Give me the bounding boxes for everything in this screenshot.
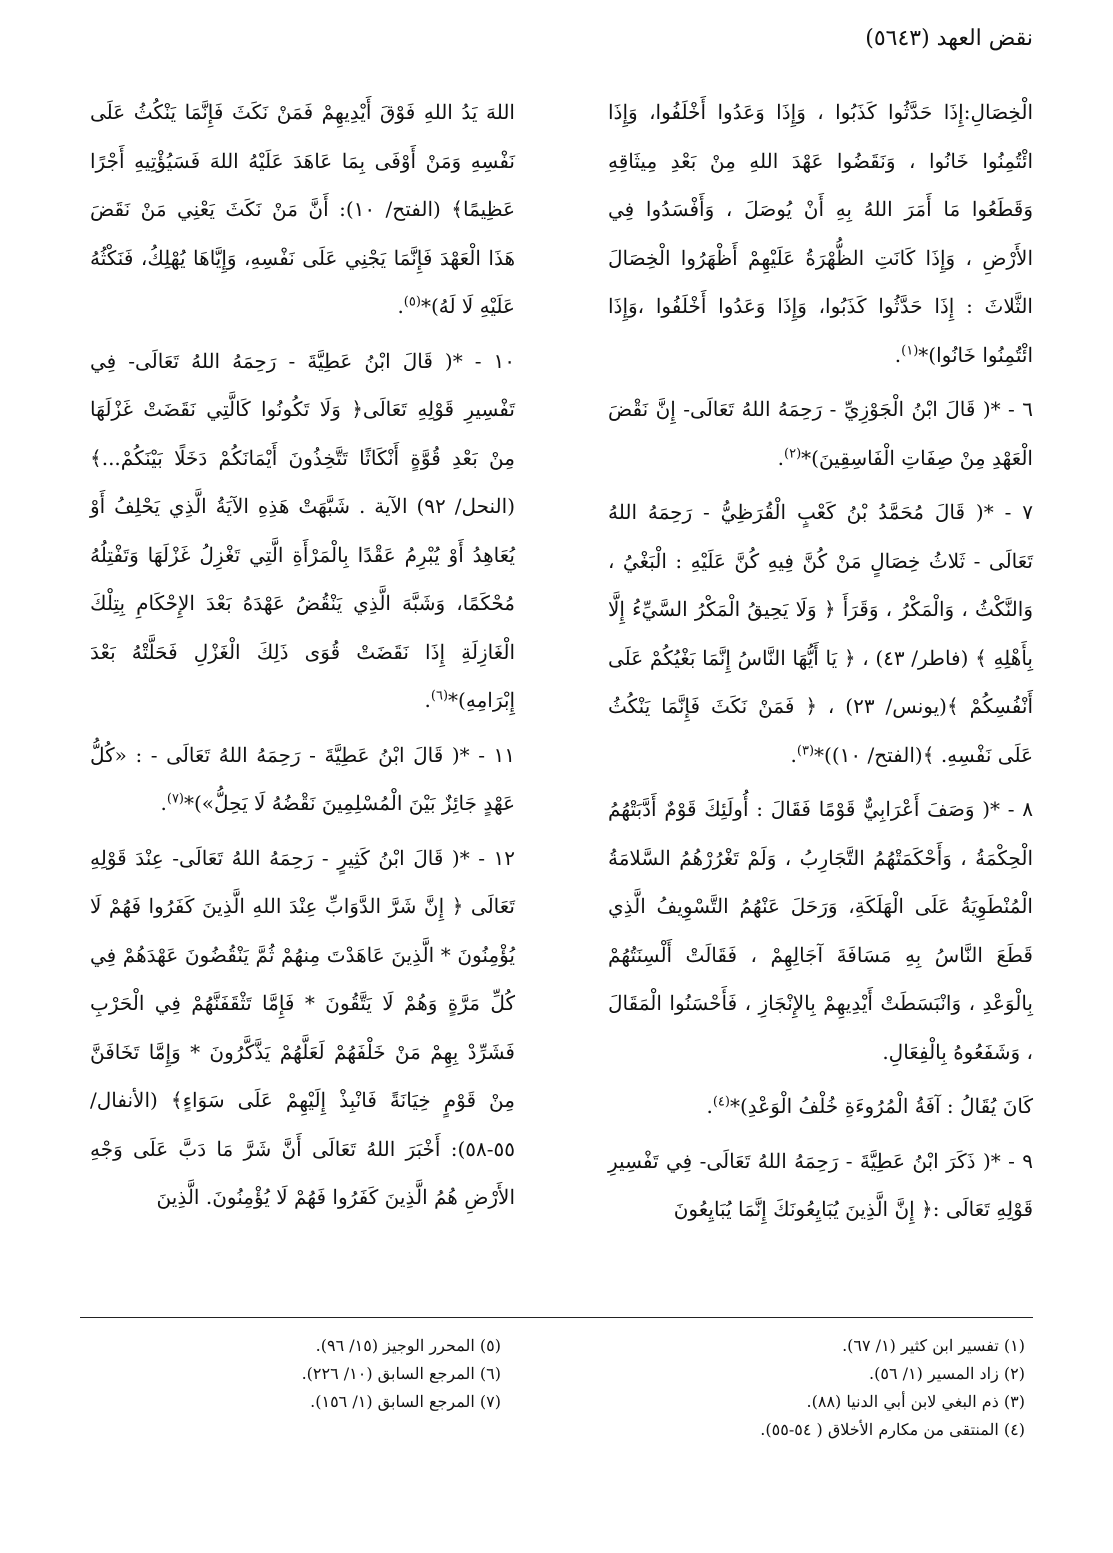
footnote-ref: (٣) [796, 742, 815, 758]
paragraph: ٧ - *( قَالَ مُحَمَّدُ بْنُ كَعْبٍ الْقُرَظِيُّ - رَحِمَهُ اللهُ تَعَالَى - ثَلاثُ خِصَالٍ مَنْ كُنَّ فِيهِ كُنَّ عَلَيْهِ : الْبَغْيُ ، وَالنَّكْثُ ، وَالْمَكْرُ ، وَقَرَأَ ﴿ وَلَا يَحِيقُ الْمَكْرُ السَّيِّءُ إِلَّا بِأَهْلِهِ ﴾ (فاطر/ ٤٣) ، ﴿ يَا أَيُّهَا النَّاسُ إِنَّمَا بَغْيُكُمْ عَلَى أَنْفُسِكُمْ ﴾(يونس/ ٢٣) ، ﴿ فَمَنْ نَكَثَ فَإِنَّمَا يَنْكُثُ عَلَى نَفْسِهِ. ﴾(الفتح/ ١٠))*$^{(٣)}$. [608, 500, 1033, 767]
footnote: (٣) ذم البغي لابن أبي الدنيا (٨٨). [806, 1392, 1025, 1411]
paragraph: الْخِصَالِ:إِذَا حَدَّثُوا كَذَبُوا ، وَإِذَا وَعَدُوا أَخْلَفُوا، وَإِذَا ائْتُمِنُوا خَانُوا ، وَنَقَضُوا عَهْدَ اللهِ مِنْ بَعْدِ مِيثَاقِهِ وَقَطَعُوا مَا أَمَرَ اللهُ بِهِ أَنْ يُوصَلَ ، وَأَفْسَدُوا فِي الأَرْضِ ، وَإِذَا كَانَتِ الظُّهْرَةُ عَلَيْهِمْ أَظْهَرُوا الْخِصَالَ الثَّلاثَ : إِذَا حَدَّثُوا كَذَبُوا، وَإِذَا وَعَدُوا أَخْلَفُوا ،وَإِذَا ائْتُمِنُوا خَانُوا)*$^{(١)}$. [608, 100, 1033, 367]
running-header [865, 26, 1033, 51]
footnote-ref: (٢) [784, 445, 802, 461]
paragraph: ٦ - *( قَالَ ابْنُ الْجَوْزِيِّ - رَحِمَهُ اللهُ تَعَالَى- إِنَّ نَقْضَ الْعَهْدِ مِنْ صِفَاتِ الْفَاسِقِينَ)*$^{(٢)}$. [608, 397, 1033, 470]
paragraph: اللهَ يَدُ اللهِ فَوْقَ أَيْدِيهِمْ فَمَنْ نَكَثَ فَإِنَّمَا يَنْكُثُ عَلَى نَفْسِهِ وَمَنْ أَوْفَى بِمَا عَاهَدَ عَلَيْهُ اللهَ فَسَيُؤْتِيهِ أَجْرًا عَظِيمًا﴾ (الفتح/ ١٠): أَنَّ مَنْ نَكَثَ يَعْنِي مَنْ نَقَضَ هَذَا الْعَهْدَ فَإِنَّمَا يَجْنِي عَلَى نَفْسِهِ، وَإِيَّاهَا يُهْلِكُ، فَنَكْثُهُ عَلَيْهِ لَا لَهُ)*$^{(٥)}$. [90, 100, 515, 318]
header-title: نقض العهد [936, 26, 1033, 51]
footnote-ref: (٥) [403, 294, 421, 310]
paragraph: ١١ - *( قَالَ ابْنُ عَطِيَّةَ - رَحِمَهُ اللهُ تَعَالَى - : «كُلُّ عَهْدٍ جَائِزٌ بَيْنَ الْمُسْلِمِينَ نَقْضُهُ لَا يَحِلُّ»)*$^{(٧)}$. [90, 742, 515, 815]
footnote: (٢) زاد المسير (١/ ٥٦). [869, 1364, 1025, 1383]
footnotes-right [595, 1332, 1025, 1444]
footnote: (٥) المحرر الوجيز (١٥/ ٩٦). [315, 1336, 501, 1355]
footnote: (١) تفسير ابن كثير (١/ ٦٧). [842, 1336, 1025, 1355]
header-page-number: (٥٦٤٣) [865, 26, 930, 51]
paragraph: ٩ - *( ذَكَرَ ابْنُ عَطِيَّةَ - رَحِمَهُ اللهُ تَعَالَى- فِي تَفْسِيرِ قَوْلِهِ تَعَالَى :﴿ إِنَّ الَّذِينَ يُبَايِعُونَكَ إِنَّمَا يُبَايِعُونَ [608, 1148, 1033, 1221]
paragraph: ١٢ - *( قَالَ ابْنُ كَثِيرٍ - رَحِمَهُ اللهُ تَعَالَى- عِنْدَ قَوْلِهِ تَعَالَى ﴿ إِنَّ شَرَّ الدَّوَابِّ عِنْدَ اللهِ الَّذِينَ كَفَرُوا فَهُمْ لَا يُؤْمِنُونَ * الَّذِينَ عَاهَدْتَ مِنهُمْ ثُمَّ يَنْقُضُونَ عَهْدَهُمْ فِي كُلِّ مَرَّةٍ وَهُمْ لَا يَتَّقُونَ * فَإِمَّا تَثْقَفَنَّهُمْ فِي الْحَرْبِ فَشَرِّدْ بِهِمْ مَنْ خَلْفَهُمْ لَعَلَّهُمْ يَذَّكَّرُونَ * وَإِمَّا تَخَافَنَّ مِنْ قَوْمٍ خِيَانَةً فَانْبِذْ إِلَيْهِمْ عَلَى سَوَاءٍ﴾ (الأنفال/ ٥٥-٥٨): أَخْبَرَ اللهُ تَعَالَى أَنَّ شَرَّ مَا دَبَّ عَلَى وَجْهِ الأَرْضِ هُمُ الَّذِينَ كَفَرُوا فَهُمْ لَا يُؤْمِنُونَ. الَّذِينَ [90, 845, 515, 1209]
paragraph: ١٠ - *( قَالَ ابْنُ عَطِيَّةَ - رَحِمَهُ اللهُ تَعَالَى- فِي تَفْسِيرِ قَوْلِهِ تَعَالَى﴿ وَلَا تَكُونُوا كَالَّتِي نَقَضَتْ غَزْلَهَا مِنْ بَعْدِ قُوَّةٍ أَنْكَاثًا تَتَّخِذُونَ أَيْمَانَكُمْ دَخَلًا بَيْنَكُمْ...﴾ (النحل/ ٩٢) الآية . شَبَّهَتْ هَذِهِ الآيَةُ الَّذِي يَحْلِفُ أَوْ يُعَاهِدُ أَوْ يُبْرِمُ عَقْدًا بِالْمَرْأَةِ الَّتِي تَغْزِلُ غَزْلَهَا وَتَفْتِلُهُ مُحْكَمًا، وَشَبَّهَ الَّذِي يَنْقُضُ عَهْدَهُ بَعْدَ الإِحْكَامِ بِتِلْكَ الْغَازِلَةِ إِذَا نَقَضَتْ قُوَى ذَلِكَ الْغَزْلِ فَحَلَّتْهُ بَعْدَ إِبْرَامِهِ)*$^{(٦)}$. [90, 348, 516, 712]
footnote: (٦) المرجع السابق (١٠/ ٢٢٦). [301, 1364, 501, 1383]
footnotes-left [71, 1332, 501, 1416]
footnote-ref: (٧) [166, 791, 184, 807]
right-text-column [608, 88, 1033, 1240]
footnote-ref: (٦) [430, 688, 449, 704]
footnote: (٧) المرجع السابق (١/ ١٥٦). [310, 1392, 501, 1411]
footnote-ref: (٤) [712, 1094, 730, 1110]
footnote-ref: (١) [901, 342, 919, 358]
left-text-column [90, 88, 515, 1228]
footnote: (٤) المنتقى من مكارم الأخلاق ( ٥٤-٥٥). [760, 1420, 1025, 1439]
paragraph: كَانَ يُقَالُ : آفَةُ الْمُرُوءَةِ خُلْفُ الْوَعْدِ)*$^{(٤)}$. [706, 1094, 1033, 1118]
footnote-divider [80, 1317, 1033, 1318]
paragraph: ٨ - *( وَصَفَ أَعْرَابِيٌّ قَوْمًا فَقَالَ : أُولَئِكَ قَوْمٌ أَدَّبَتْهُمُ الْحِكْمَةُ ، وَأَحْكَمَتْهُمُ التَّجَارِبُ ، وَلَمْ تَغْرُرْهُمُ السَّلامَةُ الْمُنْطَوِيَةُ عَلَى الْهَلَكَةِ، وَرَحَلَ عَنْهُمُ التَّسْوِيفُ الَّذِي قَطَعَ النَّاسُ بِهِ مَسَافَةَ آجَالِهِمْ ، فَقَالَتْ أَلْسِنَتُهُمْ بِالْوَعْدِ ، وَانْبَسَطَتْ أَيْدِيهِمْ بِالإِنْجَازِ ، فَأَحْسَنُوا الْمَقَالَ ، وَشَفَعُوهُ بِالْفِعَالِ. [608, 797, 1033, 1064]
